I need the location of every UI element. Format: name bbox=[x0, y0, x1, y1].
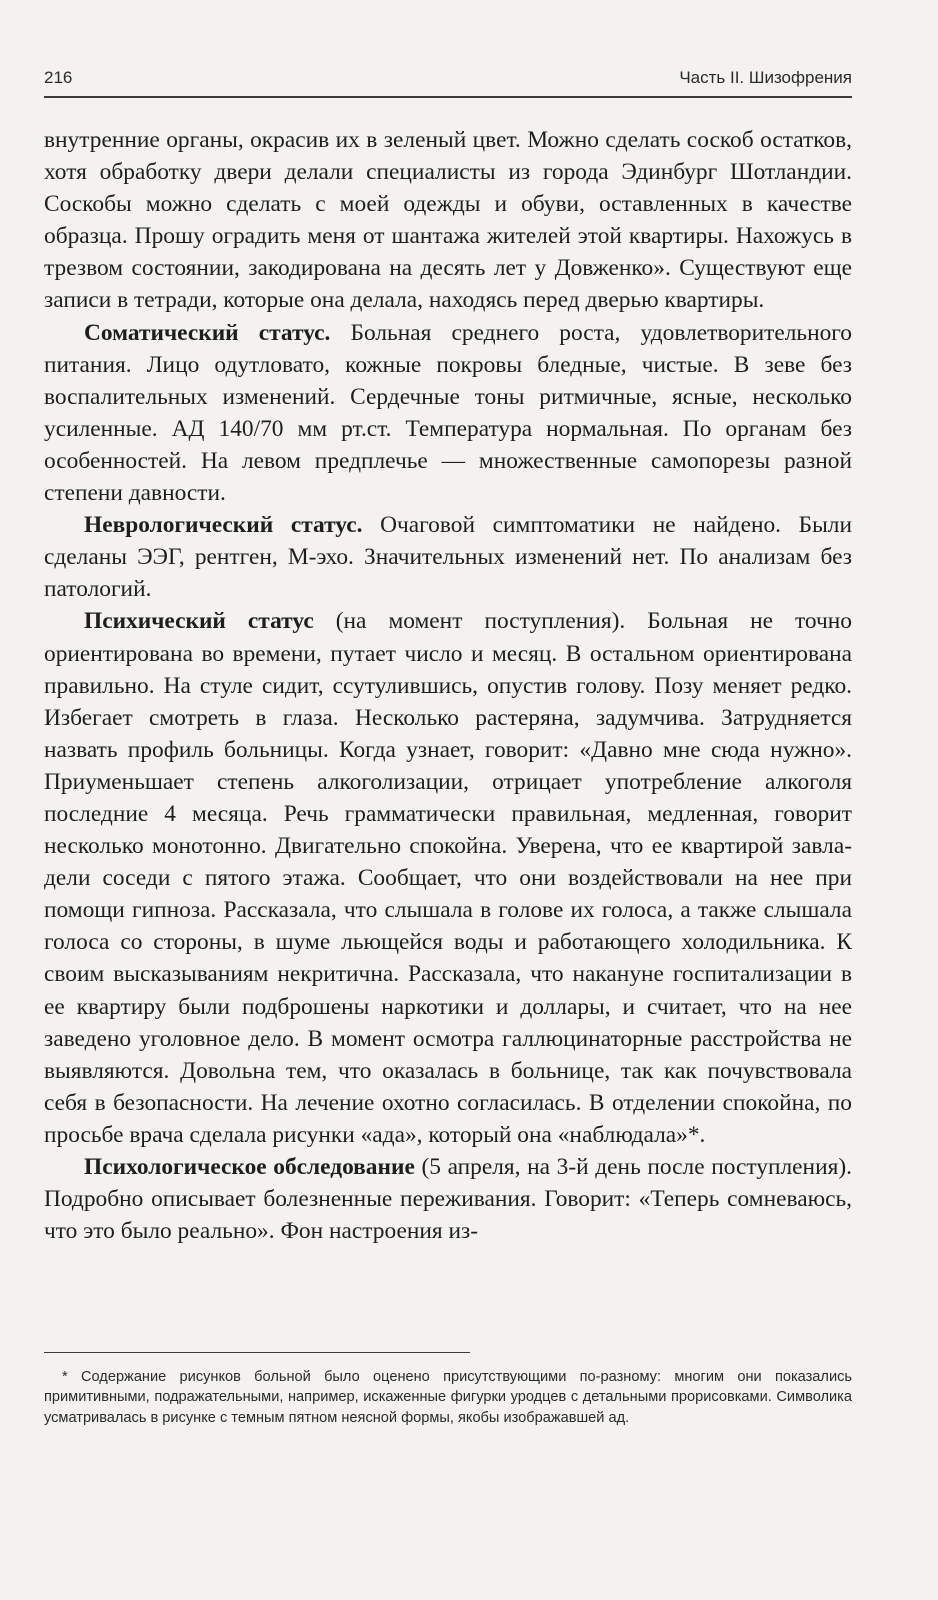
paragraph-somatic-status bbox=[44, 317, 852, 510]
page-number: 216 bbox=[44, 68, 73, 87]
paragraph-continuation: внутренние органы, окрасив их в зеленый цвет. Можно сделать соскоб остатков, хотя обработку двери делали специалисты из города Эдинбург Шотландии. Соскобы можно сделать с моей одежды и обуви, оставленных в качестве образца. Прошу оградить меня от шантажа жителей этой квартиры. Нахожусь в трезвом состоянии, закодирована на десять лет у Довженко». Существуют еще записи в тетради, которые она делала, находясь перед дверью квартиры. bbox=[44, 127, 852, 314]
mental-status-text: (на момент поступления). Больная не точно ориентирована во времени, путает число и месяц. В остальном ориентирована правильно. На стуле сидит, ссутулившись, опустив голову. Позу меняет редко. Избегает смотреть в глаза. Несколько растеряна, задумчива. Затрудняется назвать профиль больницы. Когда узнает, говорит: «Давно мне сюда нужно». Приуменьшает степень алкоголизации, отрицает употребление алкоголя последние 4 месяца. Речь грамматически правильная, медленная, говорит несколько монотонно. Двигательно спокойна. Уверена, что ее квартирой завладели соседи с пятого этажа. Сообщает, что они воздействовали на нее при помощи гипноза. Рассказала, что слышала в голове их голоса, а также слышала голоса со стороны, в шуме льющейся воды и работающего холодильника. К своим высказываниям некритична. Рассказала, что накануне госпитализации в ее квартиру были подброшены наркотики и доллары, и считает, что на нее заведено уголовное дело. В момент осмотра галлюцинаторные расстройства не выявляются. Довольна тем, что оказалась в больнице, так как почувствовала себя в безопасности. На лечение охотно согласилась. В отделении спокойна, по просьбе врача сделала рисунки «ада», который она «наблюдала»*. bbox=[44, 608, 852, 1148]
paragraph-mental-status bbox=[44, 605, 852, 1151]
mental-status-heading: Психический статус bbox=[84, 608, 314, 635]
neurological-status-text: Очаговой симптоматики не найдено. Были сделаны ЭЭГ, рентген, М-эхо. Значительных изменений нет. По анализам без патологий. bbox=[44, 512, 852, 603]
footnote-divider bbox=[44, 1352, 470, 1353]
neurological-status-heading: Неврологический статус. bbox=[84, 512, 363, 539]
psychological-exam-heading: Психологическое обследование bbox=[84, 1154, 415, 1180]
paragraph-neurological-status bbox=[44, 509, 852, 605]
running-header bbox=[44, 68, 852, 88]
header-divider bbox=[44, 96, 852, 98]
main-text bbox=[44, 124, 852, 1247]
footnote: * Содержание рисунков больной было оценено присутствующими по-разному: многим они показались примитивными, подражательными, например, искаженные фигурки уродцев с детальными прорисовками. Символика усматривалась в рисунке с темным пятном неясной формы, якобы изображавшей ад. bbox=[44, 1369, 852, 1426]
psychological-exam-text: (5 апреля, на 3-й день после поступления). Подробно описывает болезненные переживания. Говорит: «Теперь сомневаюсь, что это было реально». Фон настроения из- bbox=[44, 1154, 852, 1245]
somatic-status-text: Больная среднего роста, удовлетворительного питания. Лицо одутловато, кожные покровы бледные, чистые. В зеве без воспалительных изменений. Сердечные тоны ритмичные, ясные, несколько усиленные. АД 140/70 мм рт.ст. Температура нормальная. По органам без особенностей. На левом предплечье — множественные самопорезы разной степени давности. bbox=[44, 319, 853, 507]
paragraph-psychological-exam bbox=[44, 1151, 852, 1247]
somatic-status-heading: Соматический статус. bbox=[84, 319, 331, 346]
section-title: Часть II. Шизофрения bbox=[679, 68, 852, 87]
